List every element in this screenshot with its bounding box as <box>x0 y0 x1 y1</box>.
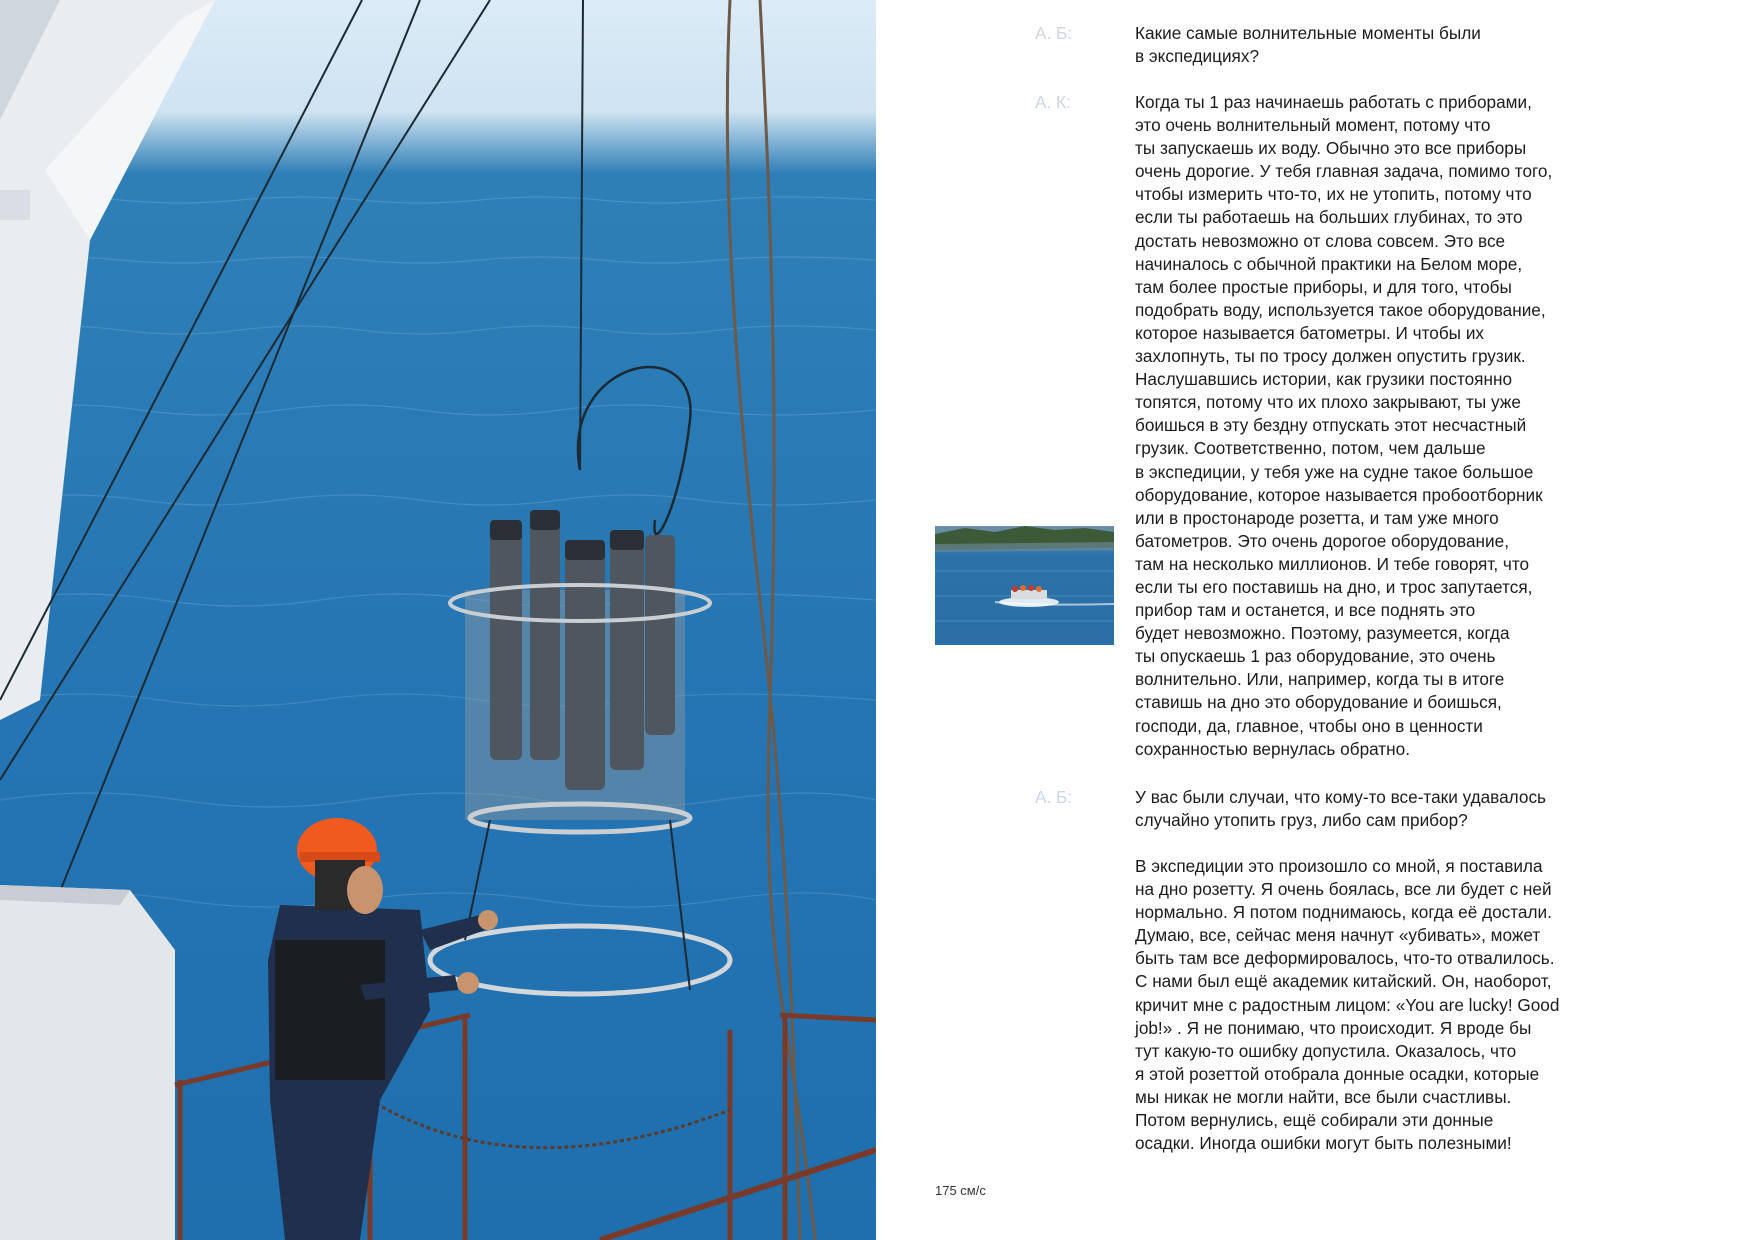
text-line: если ты его поставишь на дно, и трос запутается, <box>1135 576 1533 597</box>
text-line: Наслушавшись истории, как грузики постоянно <box>1135 369 1513 390</box>
text-line: С нами был ещё академик китайский. Он, наоборот, <box>1135 971 1552 992</box>
text-line: в экспедиции, у тебя уже на судне такое большое <box>1135 461 1534 482</box>
text-line: там на несколько миллионов. И тебе говорят, что <box>1135 553 1530 574</box>
text-line: батометров. Это очень дорогое оборудование, <box>1135 530 1509 551</box>
text-line: достать невозможно от слова совсем. Это все <box>1135 230 1506 251</box>
question-text <box>1135 22 1635 68</box>
text-line: грузик. Соответственно, потом, чем дальше <box>1135 438 1486 459</box>
text-line: быть там все деформировалось, что-то отвалилось. <box>1135 948 1555 969</box>
text-line: очень дорогие. У тебя главная задача, помимо того, <box>1135 161 1553 182</box>
text-line: на дно розетту. Я очень боялась, все ли будет с ней <box>1135 879 1552 900</box>
boat-on-sea-photo <box>935 526 1114 645</box>
text-line: Думаю, все, сейчас меня начнут «убивать», может <box>1135 925 1541 946</box>
text-line: Какие самые волнительные моменты были <box>1135 23 1481 43</box>
text-line: Когда ты 1 раз начинаешь работать с приборами, <box>1135 92 1532 112</box>
text-line: в экспедициях? <box>1135 46 1260 67</box>
text-line: это очень волнительный момент, потому что <box>1135 115 1491 136</box>
page-footer-label: 175 см/с <box>935 1183 986 1198</box>
text-line: ты запускаешь их воду. Обычно это все приборы <box>1135 138 1527 159</box>
text-line: тут какую-то ошибку допустила. Оказалось, что <box>1135 1040 1517 1061</box>
text-line: боишься в эту бездну отпускать этот несчастный <box>1135 415 1527 436</box>
text-line: будет невозможно. Поэтому, разумеется, когда <box>1135 623 1510 644</box>
answer-text <box>1135 855 1635 1155</box>
text-line: если ты работаешь на больших глубинах, то это <box>1135 207 1523 228</box>
text-line: подобрать воду, используется такое оборудование, <box>1135 299 1546 320</box>
text-line: В экспедиции это произошло со мной, я поставила <box>1135 856 1543 876</box>
text-line: я этой розеттой отобрала донные осадки, которые <box>1135 1063 1540 1084</box>
text-line: захлопнуть, ты по тросу должен опустить грузик. <box>1135 346 1526 367</box>
inset-illustration <box>935 526 1114 645</box>
text-line: которое называется батометры. И чтобы их <box>1135 322 1485 343</box>
text-line: там более простые приборы, и для того, чтобы <box>1135 276 1512 297</box>
text-line: волнительно. Или, например, когда ты в итоге <box>1135 669 1505 690</box>
text-line: господи, да, главное, чтобы оно в ценности <box>1135 715 1483 736</box>
text-line: У вас были случаи, что кому-то все-таки удавалось <box>1135 787 1547 807</box>
text-line: прибор там и останется, и все поднять это <box>1135 600 1476 621</box>
text-line: оборудование, которое называется пробоотборник <box>1135 484 1543 505</box>
text-line: или в простонароде розетта, и там уже много <box>1135 507 1499 528</box>
text-line: мы никак не могли найти, все были счастливы. <box>1135 1086 1512 1107</box>
text-line: Потом вернулись, ещё собирали эти донные <box>1135 1110 1494 1131</box>
answer-text <box>1135 91 1635 761</box>
speaker-label: А. Б: <box>1035 23 1073 43</box>
text-line: ты опускаешь 1 раз оборудование, это очень <box>1135 646 1496 667</box>
text-line: job!» . Я не понимаю, что происходит. Я вроде бы <box>1135 1017 1532 1038</box>
text-line: топятся, потому что их плохо закрывают, ты уже <box>1135 392 1521 413</box>
text-line: чтобы измерить что-то, их не утопить, потому что <box>1135 184 1532 205</box>
speaker-label: А. Б: <box>1035 787 1073 807</box>
question-text <box>1135 786 1635 832</box>
text-line: ставишь на дно это оборудование и боишься, <box>1135 692 1502 713</box>
text-line: сохранностью вернулась обратно. <box>1135 738 1411 759</box>
speaker-label: А. К: <box>1035 92 1071 112</box>
text-line: кричит мне с радостным лицом: «You are lucky! Good <box>1135 994 1560 1015</box>
text-line: осадки. Иногда ошибки могут быть полезными! <box>1135 1133 1512 1154</box>
text-line: случайно утопить груз, либо сам прибор? <box>1135 810 1468 831</box>
text-line: нормально. Я потом поднимаюсь, когда её достали. <box>1135 902 1552 923</box>
text-line: начиналось с обычной практики на Белом море, <box>1135 253 1523 274</box>
